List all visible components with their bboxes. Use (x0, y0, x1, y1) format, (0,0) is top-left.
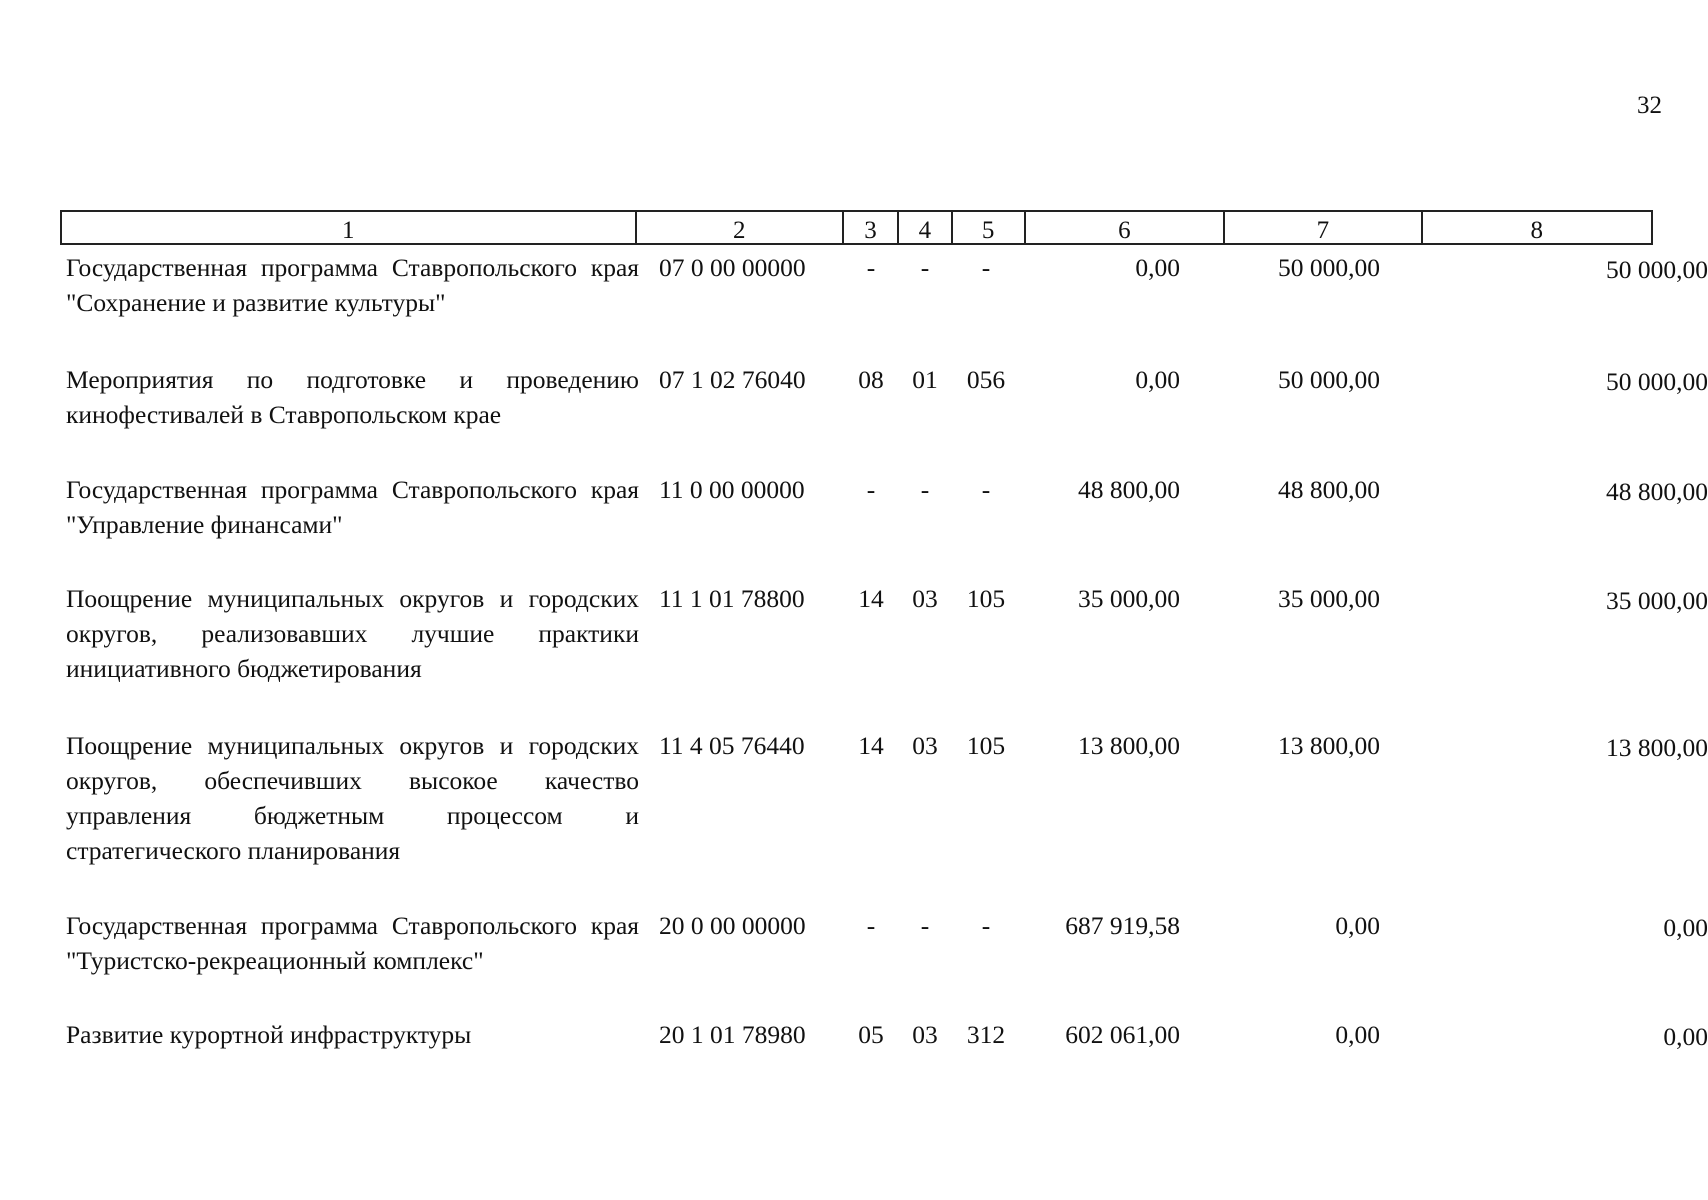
row-section: 14 (858, 731, 884, 760)
row-section: - (866, 475, 876, 504)
row-value-8: 50 000,00 (1606, 255, 1708, 284)
row-description: Развитие курортной инфраструктуры (66, 1020, 472, 1049)
row-value-6: 35 000,00 (1078, 584, 1180, 613)
row-code: 20 1 01 78980 (659, 1020, 806, 1049)
row-value-7: 13 800,00 (1278, 731, 1380, 760)
row-value-8: 48 800,00 (1606, 477, 1708, 506)
row-expense-type: 105 (966, 731, 1006, 760)
row-section: 08 (858, 365, 884, 394)
row-subsection: - (920, 475, 930, 504)
row-expense-type: - (981, 475, 991, 504)
header-cell-2: 2 (637, 212, 844, 243)
row-code: 11 0 00 00000 (659, 475, 805, 504)
row-value-7: 35 000,00 (1278, 584, 1380, 613)
row-subsection: 03 (912, 584, 938, 613)
row-value-7: 0,00 (1335, 911, 1380, 940)
row-description: Поощрение муниципальных округов и городских округов, обеспечивших высокое качество управления бюджетным процессом и стратегического планирования (66, 731, 639, 865)
row-section: 14 (858, 584, 884, 613)
row-code: 20 0 00 00000 (659, 911, 806, 940)
row-value-6: 0,00 (1135, 253, 1180, 282)
row-section: - (866, 911, 876, 940)
table-header (60, 210, 1653, 245)
row-expense-type: 056 (966, 365, 1006, 394)
row-expense-type: 105 (966, 584, 1006, 613)
header-cell-3: 3 (844, 212, 899, 243)
row-value-6: 687 919,58 (1065, 911, 1180, 940)
row-value-8: 0,00 (1663, 1022, 1708, 1051)
row-value-7: 0,00 (1335, 1020, 1380, 1049)
row-section: 05 (858, 1020, 884, 1049)
header-cell-1: 1 (62, 212, 637, 243)
row-subsection: - (920, 911, 930, 940)
row-code: 11 4 05 76440 (659, 731, 805, 760)
header-cell-4: 4 (899, 212, 953, 243)
row-subsection: 01 (912, 365, 938, 394)
row-value-6: 0,00 (1135, 365, 1180, 394)
header-cell-6: 6 (1026, 212, 1226, 243)
header-cell-7: 7 (1225, 212, 1423, 243)
row-subsection: 03 (912, 731, 938, 760)
row-expense-type: 312 (966, 1020, 1006, 1049)
row-value-8: 50 000,00 (1606, 367, 1708, 396)
row-code: 07 0 00 00000 (659, 253, 806, 282)
row-description: Мероприятия по подготовке и проведению кинофестивалей в Ставропольском крае (66, 365, 639, 429)
header-cell-5: 5 (953, 212, 1026, 243)
row-subsection: - (920, 253, 930, 282)
row-expense-type: - (981, 911, 991, 940)
row-description: Поощрение муниципальных округов и городских округов, реализовавших лучшие практики инициативного бюджетирования (66, 584, 639, 683)
row-value-7: 50 000,00 (1278, 365, 1380, 394)
row-section: - (866, 253, 876, 282)
row-description: Государственная программа Ставропольского края "Туристско-рекреационный комплекс" (66, 911, 639, 975)
row-value-8: 13 800,00 (1606, 733, 1708, 762)
row-value-6: 48 800,00 (1078, 475, 1180, 504)
row-value-8: 0,00 (1663, 913, 1708, 942)
row-value-6: 602 061,00 (1065, 1020, 1180, 1049)
header-cell-8: 8 (1530, 217, 1544, 244)
row-value-6: 13 800,00 (1078, 731, 1180, 760)
row-subsection: 03 (912, 1020, 938, 1049)
row-expense-type: - (981, 253, 991, 282)
row-value-7: 50 000,00 (1278, 253, 1380, 282)
row-code: 07 1 02 76040 (659, 365, 806, 394)
row-value-7: 48 800,00 (1278, 475, 1380, 504)
page-number: 32 (1637, 92, 1662, 119)
row-code: 11 1 01 78800 (659, 584, 805, 613)
row-description: Государственная программа Ставропольского края "Управление финансами" (66, 475, 639, 539)
row-value-8: 35 000,00 (1606, 586, 1708, 615)
row-description: Государственная программа Ставропольского края "Сохранение и развитие культуры" (66, 253, 639, 317)
